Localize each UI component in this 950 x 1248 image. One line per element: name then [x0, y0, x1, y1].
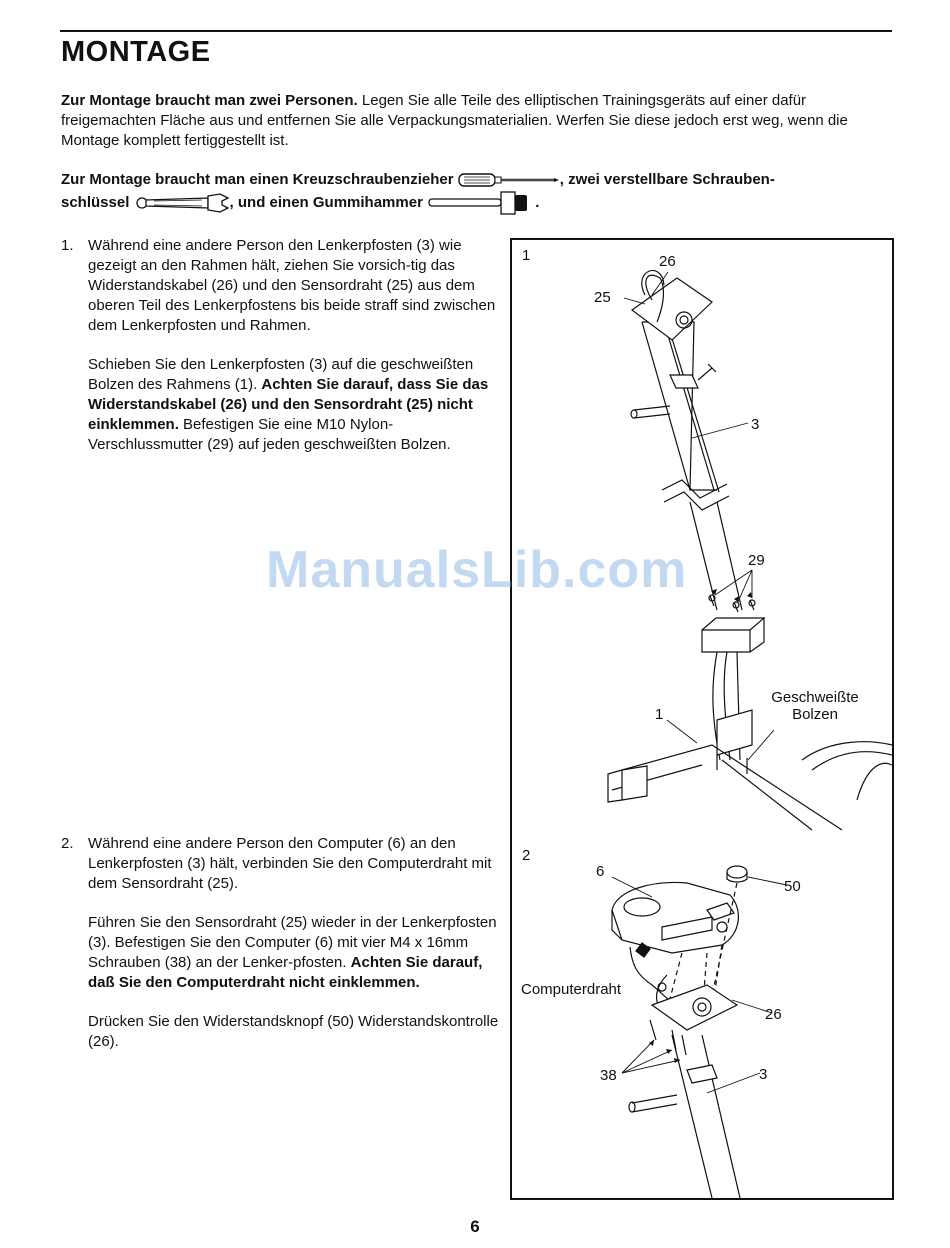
callout-29: 29	[748, 552, 765, 569]
step-1	[61, 236, 501, 474]
page-number: 6	[470, 1217, 480, 1236]
screwdriver-icon	[458, 171, 560, 189]
callout-welded-bolts	[758, 689, 872, 723]
callout-line: Geschweißte	[771, 689, 859, 706]
tools-text-3: schlüssel	[61, 193, 130, 211]
step-warning: Achten Sie darauf, daß Sie den Computerdraht nicht einklemmen.	[88, 954, 483, 991]
callout-line: Bolzen	[792, 706, 838, 723]
wrench-icon	[134, 192, 230, 214]
figure-number: 1	[522, 247, 531, 264]
tools-paragraph	[61, 170, 893, 216]
callout-3: 3	[751, 416, 760, 433]
step-warning: Achten Sie darauf, dass Sie das Widerstandskabel (26) und den Sensordraht (25) nicht einklemmen.	[88, 376, 489, 433]
step-text: Befestigen Sie eine M10 Nylon-Verschlussmutter (29) auf jeden geschweißten Bolzen.	[88, 416, 451, 453]
page-title: MONTAGE	[61, 36, 211, 68]
intro-text: Legen Sie alle Teile des elliptischen Trainingsgeräts auf einer dafür freigemachten Fläche aus und entfernen Sie alle Verpackungsmaterialien. Werfen Sie diese jedoch erst weg, wenn die Montage komplett fertiggestellt ist.	[61, 92, 848, 149]
step-text: Schieben Sie den Lenkerpfosten (3) auf die geschweißten Bolzen des Rahmens (1).	[88, 356, 474, 393]
callout-1: 1	[655, 706, 664, 723]
tools-text-2: , zwei verstellbare Schrauben-	[559, 171, 775, 188]
step-2	[61, 834, 501, 1071]
callout-26: 26	[765, 1006, 782, 1023]
step-number: 2.	[61, 835, 74, 852]
figure-number: 2	[522, 847, 531, 864]
figure-2-drawing	[512, 835, 892, 1198]
intro-bold: Zur Montage braucht man zwei Personen.	[61, 92, 358, 109]
step-paragraph: Während eine andere Person den Computer (6) an den Lenkerpfosten (3) hält, verbinden Sie den Computerdraht mit dem Sensordraht (25).	[88, 835, 492, 892]
callout-50: 50	[784, 878, 801, 895]
callout-26: 26	[659, 253, 676, 270]
callout-38: 38	[600, 1067, 617, 1084]
intro-paragraph	[61, 91, 893, 151]
callout-3: 3	[759, 1066, 768, 1083]
figure-2	[510, 835, 894, 1200]
step-text: Führen Sie den Sensordraht (25) wieder in der Lenkerpfosten (3). Befestigen Sie den Computer (6) mit vier M4 x 16mm Schrauben (38) an der Lenker-pfosten.	[88, 914, 497, 971]
step-number: 1.	[61, 237, 74, 254]
step-paragraph	[88, 355, 501, 455]
tools-text-5: .	[535, 193, 540, 211]
step-paragraph: Während eine andere Person den Lenkerpfosten (3) wie gezeigt an den Rahmen hält, ziehen Sie vorsich-tig das Widerstandskabel (26) und den Sensordraht (25) aus dem oberen Teil des Lenkerpfostens bis beide straff sind zwischen dem Lenkerpfosten und Rahmen.	[88, 237, 496, 334]
tools-text-1: Zur Montage braucht man einen Kreuzschraubenzieher	[61, 171, 454, 188]
step-paragraph	[88, 913, 501, 993]
figure-1-drawing	[512, 240, 892, 837]
figure-1	[510, 238, 894, 839]
tools-text-4: , und einen Gummihammer	[229, 193, 423, 211]
callout-6: 6	[596, 863, 605, 880]
callout-25: 25	[594, 289, 611, 306]
header-rule	[60, 30, 892, 32]
step-paragraph: Drücken Sie den Widerstandsknopf (50) Widerstandskontrolle (26).	[88, 1013, 499, 1050]
watermark: ManualsLib.com	[266, 541, 688, 599]
rubber-mallet-icon	[427, 190, 531, 216]
callout-computer-wire: Computerdraht	[521, 981, 622, 998]
